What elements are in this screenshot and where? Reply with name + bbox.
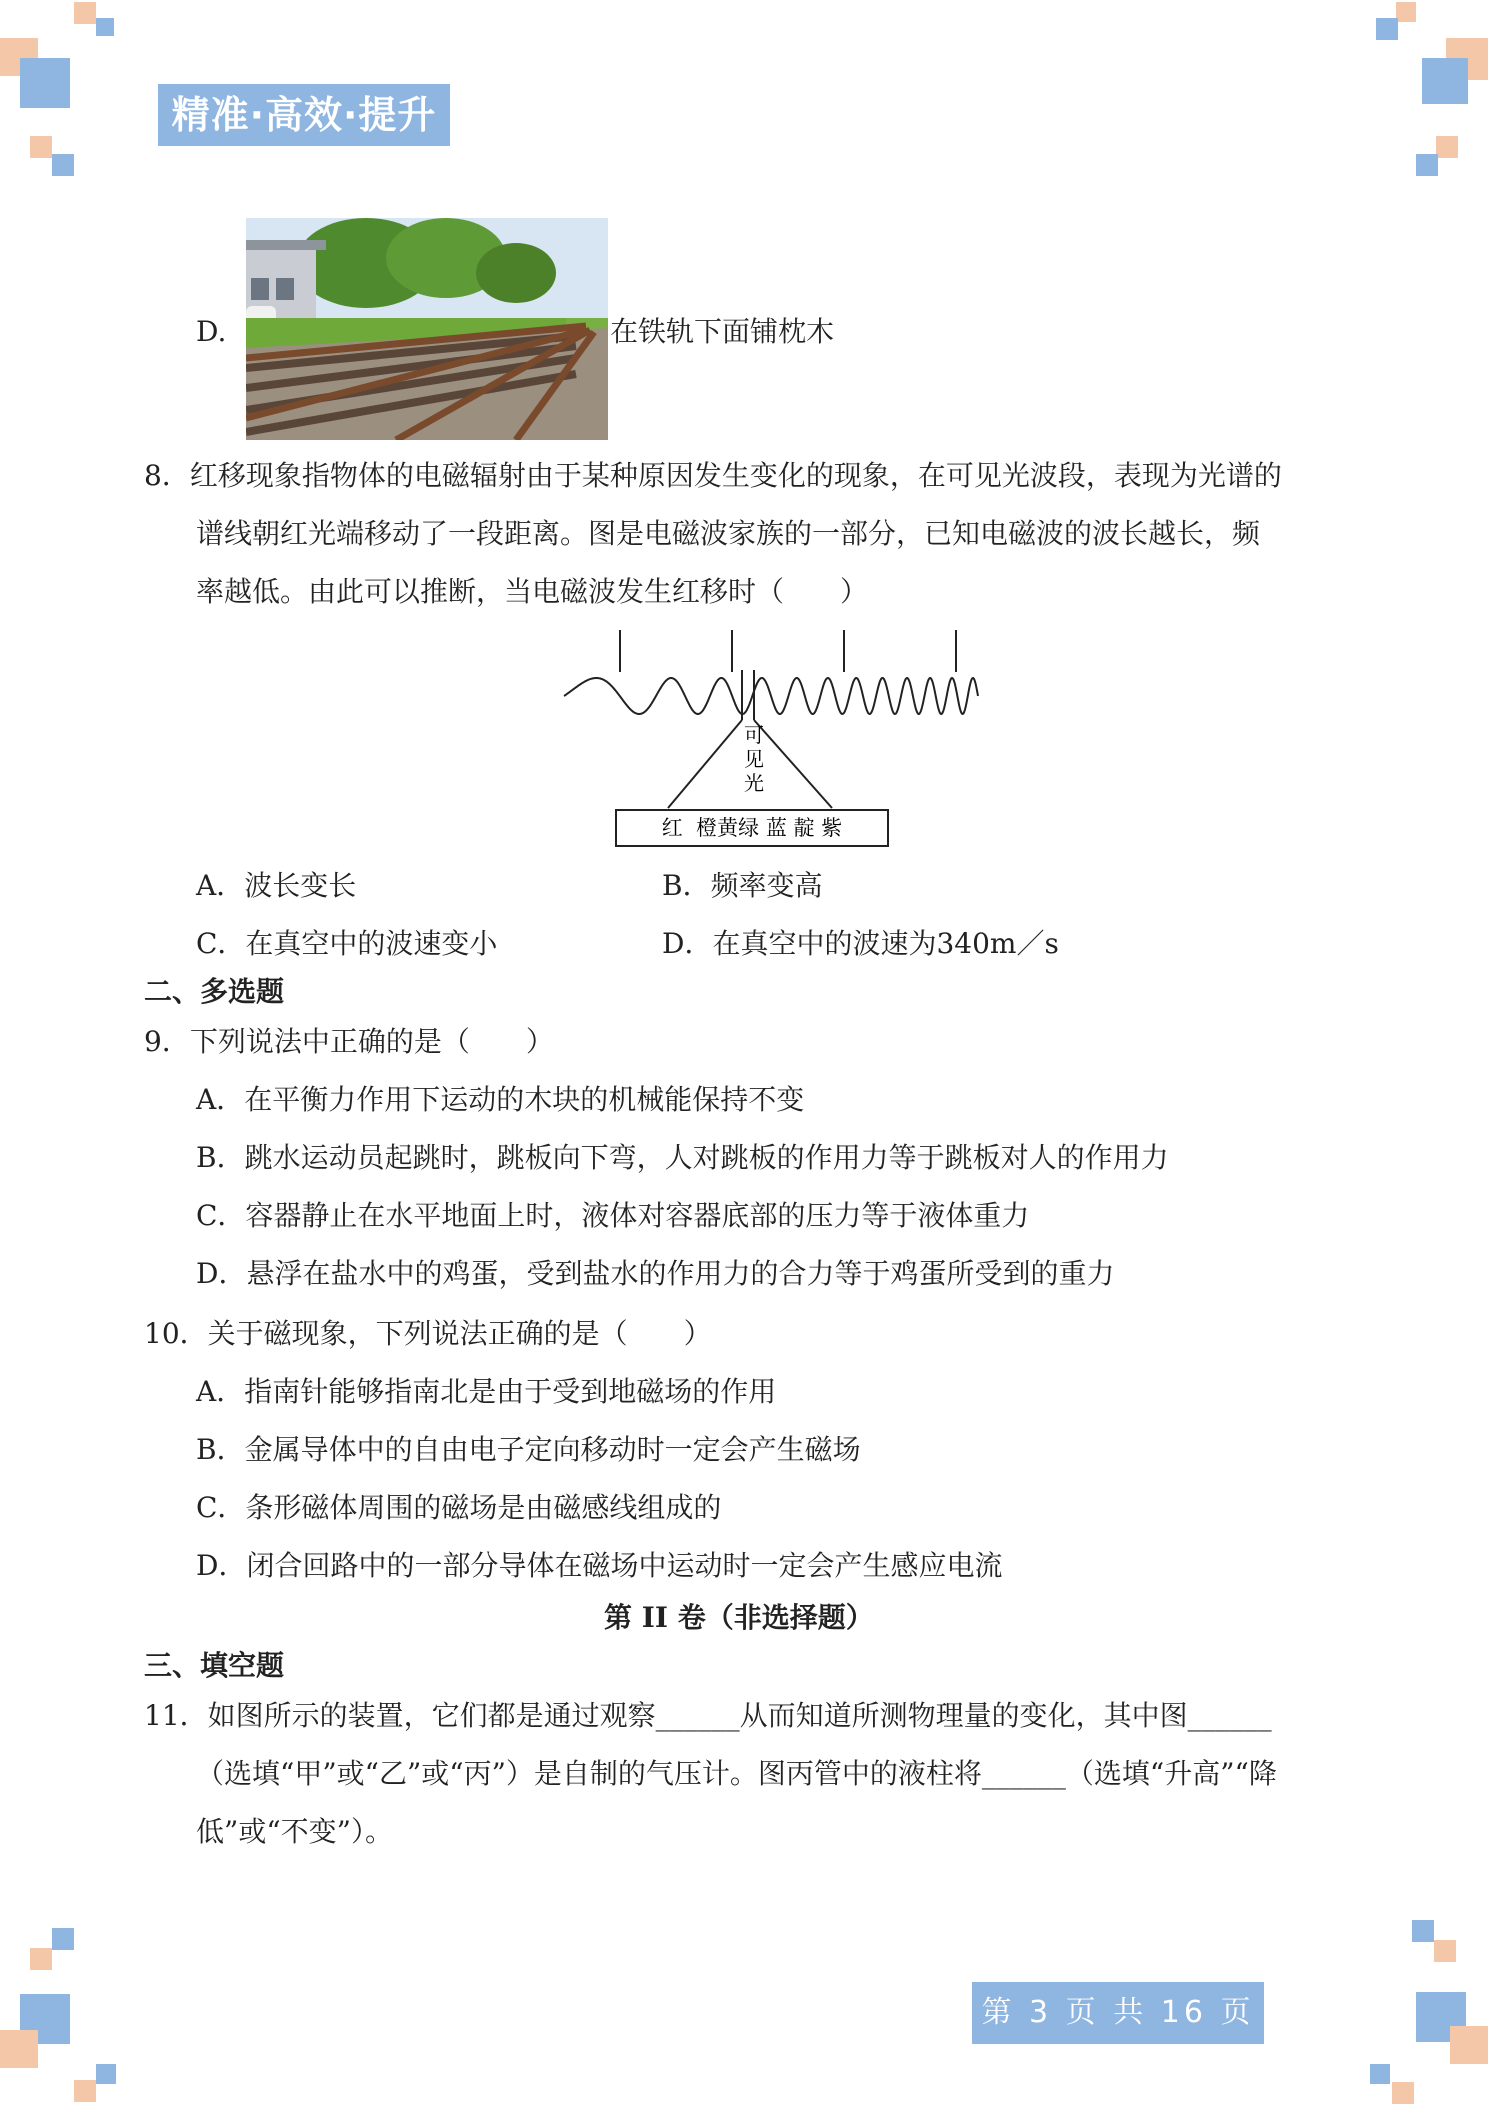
- page-number-footer: 第 3 页 共 16 页: [972, 1982, 1264, 2044]
- spectrum-colors: 红 橙黄绿 蓝 靛 紫: [661, 816, 843, 840]
- q8-option-d: D．在真空中的波速为340m／s: [662, 927, 1059, 960]
- q8-option-b: B．频率变高: [662, 869, 823, 902]
- q9-option-a: A．在平衡力作用下运动的木块的机械能保持不变: [196, 1083, 805, 1116]
- q11-line-1: 11．如图所示的装置，它们都是通过观察______从而知道所测物理量的变化，其中图______: [144, 1699, 1272, 1732]
- railway-photo: [246, 218, 608, 440]
- q9-stem: 9．下列说法中正确的是（ ）: [144, 1025, 554, 1058]
- visible-label-3: 光: [744, 771, 764, 795]
- option-d-text: 在铁轨下面铺枕木: [610, 315, 835, 348]
- q8-line-2: 谱线朝红光端移动了一段距离。图是电磁波家族的一部分，已知电磁波的波长越长，频: [196, 517, 1261, 550]
- q9-option-c: C．容器静止在水平地面上时，液体对容器底部的压力等于液体重力: [196, 1199, 1030, 1232]
- visible-label-2: 见: [744, 747, 764, 771]
- q8-option-a: A．波长变长: [196, 869, 357, 902]
- option-d-label: D.: [196, 315, 227, 348]
- q9-option-b: B．跳水运动员起跳时，跳板向下弯，人对跳板的作用力等于跳板对人的作用力: [196, 1141, 1169, 1174]
- visible-label-1: 可: [744, 723, 764, 747]
- q10-stem: 10．关于磁现象，下列说法正确的是（ ）: [144, 1317, 712, 1350]
- q10-option-b: B．金属导体中的自由电子定向移动时一定会产生磁场: [196, 1433, 861, 1466]
- q8-line-1: 8．红移现象指物体的电磁辐射由于某种原因发生变化的现象，在可见光波段，表现为光谱的: [144, 459, 1282, 492]
- q8-option-c: C．在真空中的波速变小: [196, 927, 498, 960]
- q10-option-d: D．闭合回路中的一部分导体在磁场中运动时一定会产生感应电流: [196, 1549, 1003, 1582]
- q10-option-c: C．条形磁体周围的磁场是由磁感线组成的: [196, 1491, 722, 1524]
- q10-option-a: A．指南针能够指南北是由于受到地磁场的作用: [196, 1375, 777, 1408]
- q8-line-3: 率越低。由此可以推断，当电磁波发生红移时（ ）: [196, 575, 869, 608]
- part-two-title: 第 II 卷（非选择题）: [604, 1601, 874, 1634]
- electromagnetic-spectrum-figure: [558, 620, 988, 850]
- header-banner: 精准·高效·提升: [158, 84, 450, 146]
- section-multiple-choice-heading: 二、多选题: [144, 975, 285, 1008]
- q11-line-2: （选填“甲”或“乙”或“丙”）是自制的气压计。图丙管中的液柱将______（选填“升高”“降: [196, 1757, 1277, 1790]
- q9-option-d: D．悬浮在盐水中的鸡蛋，受到盐水的作用力的合力等于鸡蛋所受到的重力: [196, 1257, 1115, 1290]
- q11-line-3: 低”或“不变”）。: [196, 1815, 393, 1848]
- section-fill-blank-heading: 三、填空题: [144, 1649, 285, 1682]
